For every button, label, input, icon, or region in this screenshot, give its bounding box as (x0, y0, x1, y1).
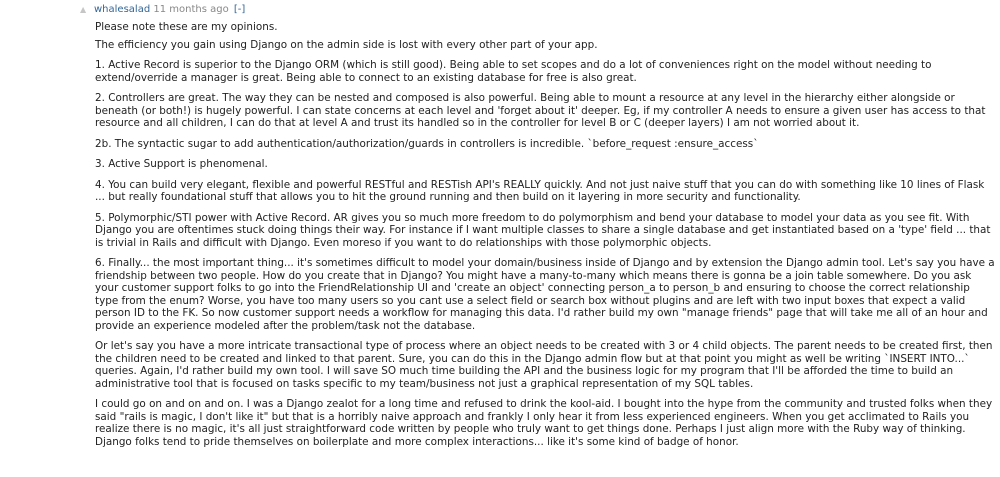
comment (80, 3, 995, 456)
comment-author-link[interactable]: whalesalad (94, 4, 151, 15)
comment-timestamp: 11 months ago (153, 4, 229, 15)
upvote-arrow-icon[interactable]: ▲ (80, 5, 87, 14)
comment-paragraph: 3. Active Support is phenomenal. (95, 158, 268, 170)
collapse-toggle[interactable]: [-] (233, 4, 246, 15)
comment-paragraph: 2b. The syntactic sugar to add authentication/authorization/guards in controllers is incredible. `before_request :ensure_access` (95, 137, 759, 150)
comment-paragraph: 6. Finally... the most important thing... it's sometimes difficult to model your domain/business inside of Django and by extension the Django admin tool. Let's say you have a friendship between two people. How do you create that in Django? You might have a many-to-many which means there is gonna be a join table somewhere. Do you ask your customer support folks to go into the FriendRelationship UI and 'create an object' connecting person_a to person_b and ensuring to choose the correct relationship type from the enum? Worse, you have too many users so you cant use a select field or search box without plugins and are left with two input boxes that expect a valid person ID to the FK. So now customer support needs a workflow for managing this data. I'd rather build my own "manage friends" page that will take me all of an hour and provide an experience modeled after the problem/task not the database. (95, 257, 995, 332)
comment-paragraph: Or let's say you have a more intricate transactional type of process where an object needs to be created with 3 or 4 child objects. The parent needs to be created first, then the children need to be created and linked to that parent. Sure, you can do this in the Django admin flow but at that point you might as well be writing `INSERT INTO...` queries. Again, I'd rather build my own tool. I will save SO much time building the API and the business logic for my program that I'll be afforded the time to build an administrative tool that is focused on tasks specific to my team/business not just a graphical representation of my SQL tables. (95, 340, 993, 390)
comment-paragraph: The efficiency you gain using Django on the admin side is lost with every other part of your app. (95, 38, 598, 51)
comment-paragraph: 5. Polymorphic/STI power with Active Record. AR gives you so much more freedom to do polymorphism and bend your database to model your data as you see fit. With Django you are oftentimes stuck doing things their way. For instance if I want multiple classes to share a single database and get instantiated based on a 'type' field ... that is trivial in Rails and difficult with Django. Even moreso if you want to do relationships with those polymorphic objects. (95, 211, 991, 249)
comment-body (95, 21, 995, 448)
comment-paragraph: 1. Active Record is superior to the Django ORM (which is still good). Being able to set scopes and do a lot of conveniences right on the model without needing to extend/override a manager is great. Being able to connect to an existing database for free is also great. (95, 59, 932, 84)
comment-paragraph: 2. Controllers are great. The way they can be nested and composed is also powerful. Being able to mount a resource at any level in the hierarchy either alongside or beneath (or both!) is hugely powerful. I can state concerns at each level and 'forget about it' deeper. Eg, if my controller A needs to ensure a given user has access to that resource and all children, I can do that at level A and trust its handled so in the controller for level B or C (deeper layers) I am not worried about it. (95, 92, 986, 129)
comment-paragraph: Please note these are my opinions. (95, 21, 278, 33)
comment-paragraph: I could go on and on and on. I was a Django zealot for a long time and refused to drink the kool-aid. I bought into the hype from the community and trusted folks when they said "rails is magic, I don't like it" but that is a horribly naive approach and frankly I only hear it from less experienced engineers. When you get acclimated to Rails you realize there is no magic, it's all just straightforward code written by people who truly want to get things done. Perhaps I just align more with the Ruby way of thinking. Django folks tend to pride themselves on boilerplate and more complex interactions... like it's some kind of badge of honor. (95, 398, 993, 448)
comment-tagline (80, 3, 995, 16)
comment-paragraph: 4. You can build very elegant, flexible and powerful RESTful and RESTish API's REALLY quickly. And not just naive stuff that you can do with something like 10 lines of Flask ... but really foundational stuff that allows you to hit the ground running and then build on it layering in more security and functionality. (95, 178, 985, 203)
